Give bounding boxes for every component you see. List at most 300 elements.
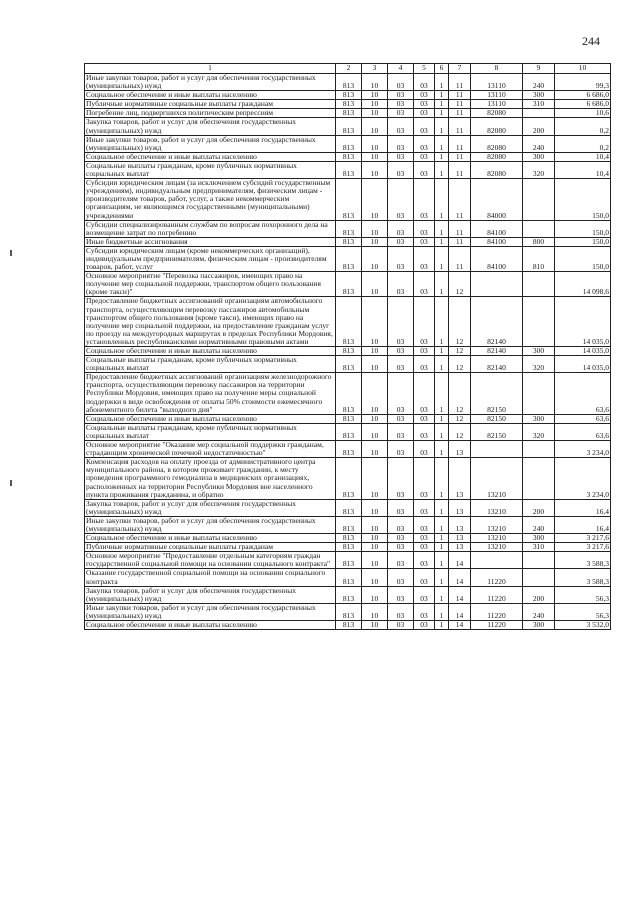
column-2-cell: 813	[336, 552, 362, 569]
row-name: Субсидии юридическим лицам (за исключением субсидий государственным учреждениям), индивидуальным предпринимателям, физическим лицам - производителям товаров, работ, услуг, а также некоммерческим организациям, не являющимся государственными (муниципальными) учреждениями	[85, 179, 336, 220]
column-7-cell: 12	[449, 373, 471, 414]
column-6-cell: 1	[435, 516, 449, 533]
column-5-cell: 03	[414, 109, 435, 118]
table-body	[85, 74, 611, 630]
column-7-cell: 14	[449, 621, 471, 630]
column-9-cell: 300	[523, 534, 555, 543]
column-2-cell: 813	[336, 621, 362, 630]
column-2-cell: 813	[336, 179, 362, 220]
amount-cell: 3 588,3	[555, 569, 611, 586]
column-5-cell: 03	[414, 543, 435, 552]
column-5-cell: 03	[414, 220, 435, 237]
column-4-cell: 03	[388, 220, 414, 237]
column-header: 9	[523, 64, 555, 74]
column-8-cell: 82080	[471, 152, 523, 161]
column-9-cell: 300	[523, 91, 555, 100]
column-9-cell	[523, 272, 555, 297]
column-2-cell: 813	[336, 118, 362, 135]
amount-cell: 14 098,6	[555, 272, 611, 297]
row-name: Закупка товаров, работ и услуг для обеспечения государственных (муниципальных) нужд	[85, 586, 336, 603]
amount-cell: 150,0	[555, 179, 611, 220]
amount-cell: 10,4	[555, 152, 611, 161]
column-7-cell: 11	[449, 100, 471, 109]
column-7-cell: 14	[449, 569, 471, 586]
column-8-cell: 84000	[471, 179, 523, 220]
column-4-cell: 03	[388, 74, 414, 91]
column-4-cell: 03	[388, 534, 414, 543]
column-4-cell: 03	[388, 603, 414, 620]
amount-cell: 3 234,0	[555, 441, 611, 458]
column-9-cell: 240	[523, 516, 555, 533]
column-8-cell: 82140	[471, 356, 523, 373]
column-8-cell: 13210	[471, 534, 523, 543]
column-4-cell: 03	[388, 458, 414, 499]
amount-cell: 150,0	[555, 246, 611, 271]
table-row	[85, 441, 611, 458]
column-7-cell: 11	[449, 246, 471, 271]
column-2-cell: 813	[336, 237, 362, 246]
column-3-cell: 10	[362, 179, 388, 220]
amount-cell: 16,4	[555, 499, 611, 516]
column-5-cell: 03	[414, 569, 435, 586]
row-name: Социальные выплаты гражданам, кроме публичных нормативных социальных выплат	[85, 356, 336, 373]
column-8-cell: 13210	[471, 543, 523, 552]
column-3-cell: 10	[362, 458, 388, 499]
amount-cell: 63,6	[555, 414, 611, 423]
column-9-cell: 320	[523, 161, 555, 178]
column-5-cell: 03	[414, 373, 435, 414]
amount-cell: 99,3	[555, 74, 611, 91]
column-8-cell: 11220	[471, 603, 523, 620]
column-2-cell: 813	[336, 297, 362, 347]
column-8-cell: 82080	[471, 161, 523, 178]
column-9-cell	[523, 220, 555, 237]
column-9-cell: 320	[523, 356, 555, 373]
row-name: Субсидии юридическим лицам (кроме некоммерческих организаций), индивидуальным предпринимателям, физическим лицам - производителям товаров, работ, услуг	[85, 246, 336, 271]
row-name: Иные закупки товаров, работ и услуг для обеспечения государственных (муниципальных) нужд	[85, 516, 336, 533]
column-6-cell: 1	[435, 373, 449, 414]
header-row	[85, 64, 611, 74]
column-9-cell: 800	[523, 237, 555, 246]
column-6-cell: 1	[435, 220, 449, 237]
column-header: 6	[435, 64, 449, 74]
column-9-cell: 240	[523, 135, 555, 152]
table-row	[85, 373, 611, 414]
column-9-cell	[523, 179, 555, 220]
table-row	[85, 91, 611, 100]
amount-cell: 0,2	[555, 135, 611, 152]
column-9-cell	[523, 458, 555, 499]
column-8-cell: 84100	[471, 220, 523, 237]
table-row	[85, 356, 611, 373]
column-7-cell: 13	[449, 499, 471, 516]
column-3-cell: 10	[362, 543, 388, 552]
column-header: 1	[85, 64, 336, 74]
column-8-cell: 82140	[471, 347, 523, 356]
column-9-cell: 200	[523, 499, 555, 516]
column-7-cell: 11	[449, 118, 471, 135]
row-name: Погребение лиц, подвергшихся политическим репрессиям	[85, 109, 336, 118]
scan-artifact	[10, 250, 12, 256]
column-5-cell: 03	[414, 458, 435, 499]
column-4-cell: 03	[388, 414, 414, 423]
row-name: Субсидии специализированным службам по вопросам похоронного дела на возмещение затрат по погребению	[85, 220, 336, 237]
column-9-cell	[523, 373, 555, 414]
column-8-cell	[471, 552, 523, 569]
column-8-cell: 13210	[471, 499, 523, 516]
column-6-cell: 1	[435, 543, 449, 552]
column-3-cell: 10	[362, 91, 388, 100]
column-4-cell: 03	[388, 91, 414, 100]
column-6-cell: 1	[435, 499, 449, 516]
row-name: Иные закупки товаров, работ и услуг для обеспечения государственных (муниципальных) нужд	[85, 603, 336, 620]
column-7-cell: 13	[449, 534, 471, 543]
column-4-cell: 03	[388, 356, 414, 373]
row-name: Публичные нормативные социальные выплаты гражданам	[85, 543, 336, 552]
column-6-cell: 1	[435, 458, 449, 499]
amount-cell: 56,3	[555, 603, 611, 620]
column-2-cell: 813	[336, 534, 362, 543]
column-5-cell: 03	[414, 347, 435, 356]
column-6-cell: 1	[435, 179, 449, 220]
table-row	[85, 220, 611, 237]
column-6-cell: 1	[435, 109, 449, 118]
column-7-cell: 13	[449, 516, 471, 533]
column-7-cell: 11	[449, 220, 471, 237]
row-name: Социальные выплаты гражданам, кроме публичных нормативных социальных выплат	[85, 423, 336, 440]
column-8-cell: 82150	[471, 373, 523, 414]
table-row	[85, 246, 611, 271]
column-6-cell: 1	[435, 118, 449, 135]
table-row	[85, 237, 611, 246]
amount-cell: 10,6	[555, 109, 611, 118]
amount-cell: 14 035,0	[555, 347, 611, 356]
column-2-cell: 813	[336, 152, 362, 161]
column-6-cell: 1	[435, 100, 449, 109]
column-7-cell: 12	[449, 272, 471, 297]
column-2-cell: 813	[336, 516, 362, 533]
column-3-cell: 10	[362, 220, 388, 237]
budget-table	[84, 63, 611, 630]
column-8-cell: 11220	[471, 621, 523, 630]
row-name: Социальное обеспечение и иные выплаты населению	[85, 91, 336, 100]
column-7-cell: 13	[449, 458, 471, 499]
column-3-cell: 10	[362, 297, 388, 347]
table-row	[85, 552, 611, 569]
row-name: Закупка товаров, работ и услуг для обеспечения государственных (муниципальных) нужд	[85, 118, 336, 135]
column-3-cell: 10	[362, 152, 388, 161]
column-7-cell: 13	[449, 543, 471, 552]
scan-artifact	[10, 480, 12, 486]
column-2-cell: 813	[336, 91, 362, 100]
amount-cell: 14 035,0	[555, 297, 611, 347]
table-row	[85, 516, 611, 533]
row-name: Предоставление бюджетных ассигнований организациям железнодорожного транспорта, осуществляющим перевозку пассажиров на территории Республики Мордовия, имеющих право на получение меры социальной поддержки в виде освобождения от оплаты 50% стоимости ежемесячного абонементного билета "выходного дня"	[85, 373, 336, 414]
column-header: 4	[388, 64, 414, 74]
table-row	[85, 118, 611, 135]
column-6-cell: 1	[435, 272, 449, 297]
column-3-cell: 10	[362, 621, 388, 630]
column-5-cell: 03	[414, 272, 435, 297]
column-8-cell: 11220	[471, 569, 523, 586]
column-9-cell: 310	[523, 543, 555, 552]
column-3-cell: 10	[362, 423, 388, 440]
column-3-cell: 10	[362, 552, 388, 569]
table-row	[85, 423, 611, 440]
column-7-cell: 12	[449, 356, 471, 373]
column-2-cell: 813	[336, 220, 362, 237]
column-6-cell: 1	[435, 91, 449, 100]
column-2-cell: 813	[336, 543, 362, 552]
column-2-cell: 813	[336, 246, 362, 271]
column-4-cell: 03	[388, 237, 414, 246]
row-name: Иные бюджетные ассигнования	[85, 237, 336, 246]
column-6-cell: 1	[435, 552, 449, 569]
column-8-cell: 82140	[471, 297, 523, 347]
column-5-cell: 03	[414, 91, 435, 100]
column-4-cell: 03	[388, 297, 414, 347]
column-6-cell: 1	[435, 161, 449, 178]
column-3-cell: 10	[362, 516, 388, 533]
column-9-cell: 200	[523, 118, 555, 135]
column-5-cell: 03	[414, 586, 435, 603]
column-8-cell: 13210	[471, 458, 523, 499]
amount-cell: 3 588,3	[555, 552, 611, 569]
column-9-cell	[523, 441, 555, 458]
column-2-cell: 813	[336, 569, 362, 586]
column-6-cell: 1	[435, 414, 449, 423]
table-row	[85, 152, 611, 161]
table-row	[85, 179, 611, 220]
column-2-cell: 813	[336, 356, 362, 373]
table-row	[85, 543, 611, 552]
column-3-cell: 10	[362, 100, 388, 109]
row-name: Социальное обеспечение и иные выплаты населению	[85, 347, 336, 356]
column-2-cell: 813	[336, 347, 362, 356]
column-4-cell: 03	[388, 347, 414, 356]
column-5-cell: 03	[414, 414, 435, 423]
column-9-cell	[523, 569, 555, 586]
column-4-cell: 03	[388, 441, 414, 458]
column-2-cell: 813	[336, 423, 362, 440]
column-9-cell	[523, 552, 555, 569]
column-9-cell: 320	[523, 423, 555, 440]
row-name: Социальные выплаты гражданам, кроме публичных нормативных социальных выплат	[85, 161, 336, 178]
column-8-cell: 82150	[471, 414, 523, 423]
column-3-cell: 10	[362, 373, 388, 414]
column-5-cell: 03	[414, 621, 435, 630]
column-3-cell: 10	[362, 356, 388, 373]
column-2-cell: 813	[336, 135, 362, 152]
column-7-cell: 11	[449, 179, 471, 220]
column-9-cell: 810	[523, 246, 555, 271]
column-8-cell: 82080	[471, 135, 523, 152]
column-6-cell: 1	[435, 347, 449, 356]
column-7-cell: 14	[449, 603, 471, 620]
column-4-cell: 03	[388, 100, 414, 109]
row-name: Основное мероприятие "Оказание мер социальной поддержки гражданам, страдающим хронической почечной недостаточностью"	[85, 441, 336, 458]
column-3-cell: 10	[362, 441, 388, 458]
table-row	[85, 74, 611, 91]
column-6-cell: 1	[435, 534, 449, 543]
column-7-cell: 14	[449, 552, 471, 569]
column-9-cell	[523, 109, 555, 118]
row-name: Иные закупки товаров, работ и услуг для обеспечения государственных (муниципальных) нужд	[85, 74, 336, 91]
column-header: 5	[414, 64, 435, 74]
column-header: 8	[471, 64, 523, 74]
row-name: Закупка товаров, работ и услуг для обеспечения государственных (муниципальных) нужд	[85, 499, 336, 516]
row-name: Социальное обеспечение и иные выплаты населению	[85, 534, 336, 543]
column-5-cell: 03	[414, 135, 435, 152]
amount-cell: 150,0	[555, 220, 611, 237]
amount-cell: 0,2	[555, 118, 611, 135]
table-row	[85, 586, 611, 603]
column-7-cell: 11	[449, 237, 471, 246]
column-header: 2	[336, 64, 362, 74]
amount-cell: 56,3	[555, 586, 611, 603]
column-4-cell: 03	[388, 161, 414, 178]
column-5-cell: 03	[414, 356, 435, 373]
column-7-cell: 11	[449, 161, 471, 178]
column-8-cell: 13110	[471, 100, 523, 109]
column-4-cell: 03	[388, 272, 414, 297]
column-9-cell: 300	[523, 414, 555, 423]
column-2-cell: 813	[336, 74, 362, 91]
column-6-cell: 1	[435, 621, 449, 630]
column-9-cell: 240	[523, 74, 555, 91]
amount-cell: 10,4	[555, 161, 611, 178]
column-5-cell: 03	[414, 516, 435, 533]
column-2-cell: 813	[336, 100, 362, 109]
column-5-cell: 03	[414, 423, 435, 440]
column-4-cell: 03	[388, 135, 414, 152]
table-row	[85, 621, 611, 630]
column-8-cell: 82150	[471, 423, 523, 440]
row-name: Иные закупки товаров, работ и услуг для обеспечения государственных (муниципальных) нужд	[85, 135, 336, 152]
column-3-cell: 10	[362, 603, 388, 620]
column-6-cell: 1	[435, 423, 449, 440]
column-8-cell: 13110	[471, 91, 523, 100]
column-8-cell: 82080	[471, 109, 523, 118]
column-5-cell: 03	[414, 246, 435, 271]
table-row	[85, 414, 611, 423]
column-5-cell: 03	[414, 534, 435, 543]
amount-cell: 16,4	[555, 516, 611, 533]
row-name: Основное мероприятие "Перевозка пассажиров, имеющих право на получение мер социальной поддержки, транспортом общего пользования (кроме такси)"	[85, 272, 336, 297]
column-5-cell: 03	[414, 441, 435, 458]
column-7-cell: 12	[449, 297, 471, 347]
column-9-cell: 240	[523, 603, 555, 620]
column-5-cell: 03	[414, 179, 435, 220]
column-5-cell: 03	[414, 552, 435, 569]
table-row	[85, 135, 611, 152]
column-5-cell: 03	[414, 152, 435, 161]
column-6-cell: 1	[435, 237, 449, 246]
column-7-cell: 14	[449, 586, 471, 603]
column-9-cell: 300	[523, 621, 555, 630]
column-3-cell: 10	[362, 499, 388, 516]
column-8-cell: 13110	[471, 74, 523, 91]
column-9-cell	[523, 297, 555, 347]
column-4-cell: 03	[388, 621, 414, 630]
column-8-cell: 82080	[471, 118, 523, 135]
table-row	[85, 347, 611, 356]
row-name: Социальное обеспечение и иные выплаты населению	[85, 152, 336, 161]
column-5-cell: 03	[414, 499, 435, 516]
column-8-cell	[471, 272, 523, 297]
column-4-cell: 03	[388, 423, 414, 440]
column-3-cell: 10	[362, 135, 388, 152]
column-9-cell: 310	[523, 100, 555, 109]
amount-cell: 3 234,0	[555, 458, 611, 499]
column-5-cell: 03	[414, 74, 435, 91]
column-9-cell: 200	[523, 586, 555, 603]
table-row	[85, 499, 611, 516]
column-8-cell: 13210	[471, 516, 523, 533]
column-6-cell: 1	[435, 569, 449, 586]
column-7-cell: 11	[449, 152, 471, 161]
column-4-cell: 03	[388, 373, 414, 414]
column-3-cell: 10	[362, 569, 388, 586]
amount-cell: 3 532,0	[555, 621, 611, 630]
row-name: Оказание государственной социальной помощи на основании социального контракта	[85, 569, 336, 586]
column-3-cell: 10	[362, 414, 388, 423]
amount-cell: 14 035,0	[555, 356, 611, 373]
column-7-cell: 11	[449, 91, 471, 100]
column-6-cell: 1	[435, 152, 449, 161]
table-row	[85, 161, 611, 178]
column-header: 3	[362, 64, 388, 74]
column-6-cell: 1	[435, 74, 449, 91]
column-2-cell: 813	[336, 373, 362, 414]
column-2-cell: 813	[336, 414, 362, 423]
table-row	[85, 534, 611, 543]
column-7-cell: 13	[449, 441, 471, 458]
column-4-cell: 03	[388, 118, 414, 135]
column-8-cell: 84100	[471, 237, 523, 246]
column-5-cell: 03	[414, 603, 435, 620]
column-8-cell: 11220	[471, 586, 523, 603]
table-row	[85, 603, 611, 620]
column-6-cell: 1	[435, 586, 449, 603]
column-2-cell: 813	[336, 499, 362, 516]
column-2-cell: 813	[336, 161, 362, 178]
column-9-cell: 300	[523, 152, 555, 161]
column-3-cell: 10	[362, 586, 388, 603]
table-row	[85, 458, 611, 499]
column-3-cell: 10	[362, 74, 388, 91]
column-2-cell: 813	[336, 458, 362, 499]
column-4-cell: 03	[388, 586, 414, 603]
column-3-cell: 10	[362, 272, 388, 297]
column-5-cell: 03	[414, 100, 435, 109]
column-3-cell: 10	[362, 237, 388, 246]
column-7-cell: 11	[449, 135, 471, 152]
column-7-cell: 12	[449, 347, 471, 356]
column-3-cell: 10	[362, 534, 388, 543]
column-6-cell: 1	[435, 441, 449, 458]
column-5-cell: 03	[414, 297, 435, 347]
column-header: 10	[555, 64, 611, 74]
column-2-cell: 813	[336, 603, 362, 620]
column-2-cell: 813	[336, 441, 362, 458]
amount-cell: 63,6	[555, 423, 611, 440]
column-4-cell: 03	[388, 499, 414, 516]
column-4-cell: 03	[388, 109, 414, 118]
column-3-cell: 10	[362, 109, 388, 118]
column-7-cell: 11	[449, 74, 471, 91]
amount-cell: 150,0	[555, 237, 611, 246]
